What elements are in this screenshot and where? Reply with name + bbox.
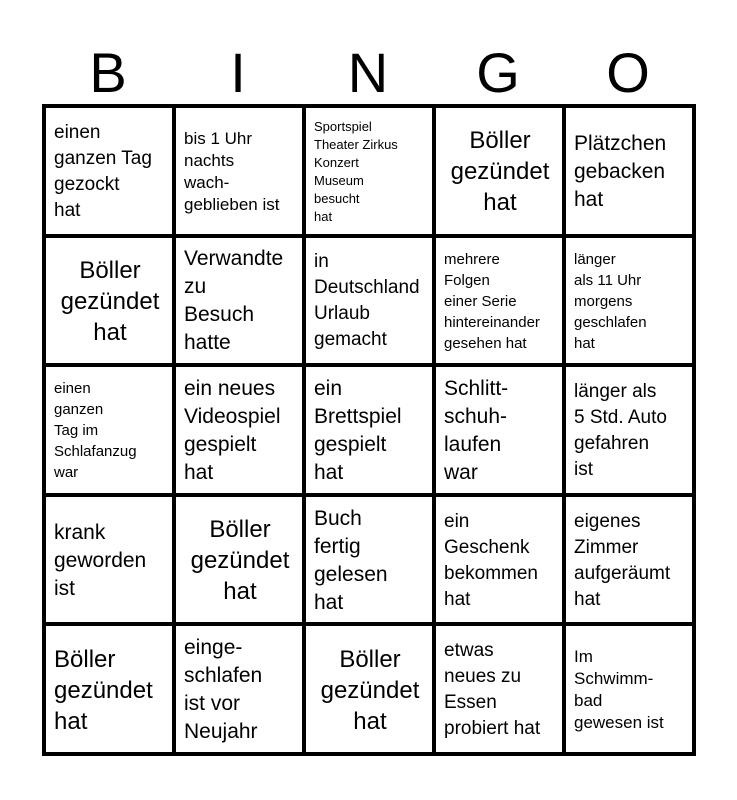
bingo-cell-text: etwas neues zu Essen probiert hat [444, 640, 541, 740]
bingo-cell[interactable] [434, 365, 564, 495]
bingo-cell[interactable] [564, 365, 694, 495]
bingo-card-grid [42, 104, 696, 756]
bingo-cell[interactable] [174, 106, 304, 236]
bingo-cell[interactable] [434, 495, 564, 625]
bingo-cell[interactable] [174, 624, 304, 754]
bingo-cell-text: Schlitt- schuh- laufen war [444, 377, 509, 484]
bingo-cell-text: ein Brettspiel gespielt hat [314, 377, 402, 484]
bingo-cell-text: Böller gezündet hat [190, 516, 290, 606]
bingo-cell-text: ein Geschenk bekommen hat [444, 510, 538, 610]
bingo-cell-text: mehrere Folgen einer Serie hintereinander gesehen hat [444, 250, 540, 352]
bingo-cell[interactable] [304, 365, 434, 495]
bingo-cell[interactable] [434, 106, 564, 236]
bingo-cell[interactable] [434, 624, 564, 754]
bingo-cell[interactable] [564, 106, 694, 236]
bingo-cell[interactable] [304, 495, 434, 625]
bingo-cell[interactable] [44, 624, 174, 754]
header-letter-o: O [606, 41, 650, 104]
bingo-cell[interactable] [174, 495, 304, 625]
bingo-cell-text: einge- schlafen ist vor Neujahr [184, 636, 263, 744]
bingo-cell[interactable] [304, 624, 434, 754]
bingo-cell-text: einen ganzen Tag gezockt hat [54, 121, 152, 221]
header-letter-g: G [476, 41, 520, 104]
header-letter-b: B [89, 41, 127, 104]
header-letter-i: I [230, 41, 246, 104]
bingo-cell-text: Böller gezündet hat [450, 127, 550, 217]
bingo-cell-text: bis 1 Uhr nachts wach- geblieben ist [184, 128, 280, 214]
bingo-cell[interactable] [174, 365, 304, 495]
bingo-cell-text: Verwandte zu Besuch hatte [184, 247, 284, 355]
bingo-cell[interactable] [174, 236, 304, 366]
bingo-cell[interactable] [304, 236, 434, 366]
bingo-cell-text: Sportspiel Theater Zirkus Konzert Museum besucht hat [314, 118, 398, 224]
bingo-cell[interactable] [564, 624, 694, 754]
bingo-cell-text: krank geworden ist [54, 520, 147, 600]
bingo-cell[interactable] [44, 495, 174, 625]
header-letter-n: N [347, 41, 389, 104]
bingo-cell[interactable] [44, 365, 174, 495]
bingo-cell[interactable] [304, 106, 434, 236]
bingo-cell[interactable] [44, 236, 174, 366]
bingo-cell-text: in Deutschland Urlaub gemacht [314, 251, 420, 351]
bingo-cell[interactable] [434, 236, 564, 366]
bingo-cell-text: Im Schwimm- bad gewesen ist [574, 647, 664, 733]
bingo-header [43, 40, 693, 102]
bingo-cell-text: Plätzchen gebacken hat [574, 131, 667, 211]
bingo-cell-text: ein neues Videospiel gespielt hat [184, 377, 281, 484]
bingo-cell[interactable] [564, 236, 694, 366]
bingo-cell-text: Böller gezündet hat [54, 645, 153, 735]
bingo-cell-text: Buch fertig gelesen hat [314, 506, 388, 614]
bingo-cell-text: Böller gezündet hat [60, 256, 160, 346]
bingo-cell[interactable] [44, 106, 174, 236]
bingo-cell-text: länger als 5 Std. Auto gefahren ist [574, 380, 667, 480]
bingo-cell-text: Böller gezündet hat [320, 645, 420, 735]
bingo-cell-text: länger als 11 Uhr morgens geschlafen hat [574, 250, 647, 352]
bingo-cell-text: einen ganzen Tag im Schlafanzug war [54, 380, 137, 482]
bingo-cell-text: eigenes Zimmer aufgeräumt hat [574, 510, 671, 610]
bingo-cell[interactable] [564, 495, 694, 625]
